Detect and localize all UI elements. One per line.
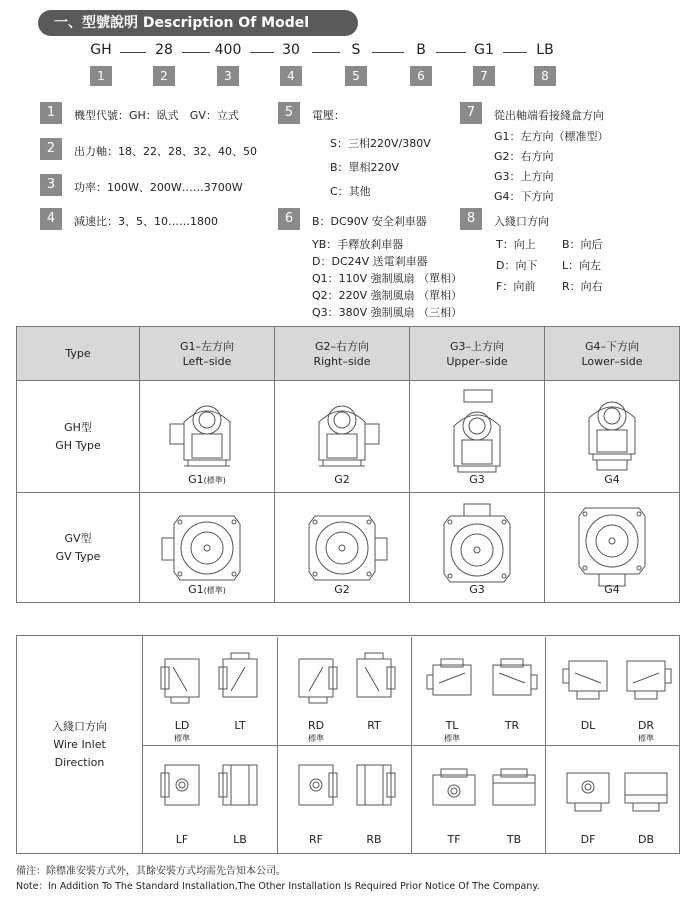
gv-g3-cell: [410, 493, 545, 603]
code-part-8: LB: [536, 42, 554, 58]
inlet-option: L：向左: [562, 259, 602, 272]
wire-inlet-svg: [143, 637, 679, 853]
brake-option: D：DC24V 送電剎車器: [312, 255, 428, 268]
table-row: [17, 381, 680, 493]
wire-std-dr: 標準: [638, 733, 654, 743]
code-number-3: 3: [217, 66, 239, 86]
code-dash: [503, 52, 527, 53]
wire-std-rd: 標準: [308, 733, 324, 743]
wire-std-tl: 標準: [444, 733, 460, 743]
brake-option: Q2：220V 強制風扇 （單相）: [312, 289, 463, 302]
wire-label-rf: RF: [309, 832, 323, 846]
gv-g3-caption: G3: [469, 582, 485, 596]
gh-g2-cell: [275, 381, 410, 493]
code-dash: [120, 52, 146, 53]
wire-label-lf: LF: [175, 832, 189, 846]
voltage-option: S：三相220V/380V: [330, 137, 431, 150]
code-dash: [312, 52, 340, 53]
model-code-row: [0, 42, 690, 62]
code-dash: [372, 52, 404, 53]
section-title: 一、型號說明 Description Of Model: [38, 10, 358, 36]
wire-label-dl: DL: [580, 718, 596, 732]
section-ratio: 減速比：3、5、10……1800: [74, 215, 218, 228]
section-model-type: 機型代號：GH：臥式 GV：立式: [74, 109, 239, 122]
code-part-2: 28: [155, 42, 173, 58]
section-power: 功率：100W、200W……3700W: [74, 181, 243, 194]
voltage-option: B：單相220V: [330, 161, 400, 174]
section-badge-6: 6: [278, 208, 300, 230]
wire-label-tb: TB: [506, 832, 522, 846]
col-header-g4: G4–下方向 Lower–side: [545, 327, 680, 381]
wire-label-rb: RB: [366, 832, 382, 846]
code-number-7: 7: [473, 66, 495, 86]
terminal-option: G4：下方向: [494, 190, 554, 203]
wire-inlet-diagrams: [143, 636, 680, 854]
section-brake: B：DC90V 安全剎車器: [312, 215, 427, 228]
gv-g4-caption: G4: [604, 582, 620, 596]
wire-label-lb: LB: [233, 832, 247, 846]
note-english: Note：In Addition To The Standard Installation,The Other Installation Is Required Prior Notice Of The Company.: [16, 881, 540, 892]
inlet-option: R：向右: [562, 280, 603, 293]
code-number-1: 1: [90, 66, 112, 86]
col-header-g3: G3–上方向 Upper–side: [410, 327, 545, 381]
code-number-2: 2: [153, 66, 175, 86]
inlet-option: D：向下: [496, 259, 538, 272]
gh-g3-caption: G3: [469, 472, 485, 486]
code-number-4: 4: [280, 66, 302, 86]
section-badge-2: 2: [40, 138, 62, 160]
section-voltage: 電壓：: [312, 109, 345, 122]
gh-g4-cell: [545, 381, 680, 493]
gv-g4-cell: [545, 493, 680, 603]
code-part-6: B: [416, 42, 426, 58]
gv-g1-caption: G1(標準): [188, 582, 226, 596]
wire-std-ld: 標準: [174, 733, 190, 743]
code-part-1: GH: [90, 42, 112, 58]
section-badge-3: 3: [40, 174, 62, 196]
code-part-4: 30: [282, 42, 300, 58]
code-part-5: S: [351, 42, 361, 58]
wire-inlet-label: 入綫口方向 Wire Inlet Direction: [17, 636, 143, 854]
table-row: [17, 493, 680, 603]
wire-label-ld: LD: [174, 718, 190, 732]
row-label-gh: GH型 GH Type: [17, 381, 140, 493]
col-header-g2: G2–右方向 Right–side: [275, 327, 410, 381]
mounting-table: [16, 326, 680, 603]
gv-g1-cell: [140, 493, 275, 603]
gh-g2-caption: G2: [334, 472, 350, 486]
col-header-g1: G1–左方向 Left–side: [140, 327, 275, 381]
wire-label-tf: TF: [447, 832, 461, 846]
section-badge-5: 5: [278, 102, 300, 124]
section-wire-inlet: 入綫口方向: [494, 215, 549, 228]
inlet-option: F：向前: [496, 280, 536, 293]
gh-g1-caption: G1(標準): [188, 472, 226, 486]
wire-label-tl: TL: [445, 718, 459, 732]
section-terminal-box: 從出軸端看接綫盒方向: [494, 109, 604, 122]
section-badge-8: 8: [460, 208, 482, 230]
code-part-7: G1: [474, 42, 494, 58]
code-dash: [250, 52, 274, 53]
code-dash: [436, 52, 466, 53]
wire-label-rd: RD: [307, 718, 325, 732]
gh-g3-cell: [410, 381, 545, 493]
section-output-shaft: 出力軸：18、22、28、32、40、50: [74, 145, 257, 158]
terminal-option: G1：左方向（標准型）: [494, 130, 609, 143]
row-label-gv: GV型 GV Type: [17, 493, 140, 603]
type-header: Type: [17, 327, 140, 381]
wire-label-tr: TR: [504, 718, 520, 732]
inlet-option: T：向上: [496, 238, 536, 251]
section-badge-7: 7: [460, 102, 482, 124]
terminal-option: G2：右方向: [494, 150, 554, 163]
gh-g4-caption: G4: [604, 472, 620, 486]
code-number-8: 8: [534, 66, 556, 86]
wire-label-lt: LT: [234, 718, 246, 732]
gv-g2-cell: [275, 493, 410, 603]
wire-inlet-table: [16, 635, 680, 854]
code-part-3: 400: [214, 42, 242, 58]
section-badge-1: 1: [40, 102, 62, 124]
gh-g1-cell: [140, 381, 275, 493]
code-number-6: 6: [410, 66, 432, 86]
wire-label-df: DF: [580, 832, 596, 846]
inlet-option: B：向后: [562, 238, 603, 251]
wire-label-db: DB: [637, 832, 655, 846]
brake-option: Q3：380V 強制風扇 （三相）: [312, 306, 463, 319]
gv-g2-caption: G2: [334, 582, 350, 596]
wire-label-dr: DR: [637, 718, 655, 732]
code-number-5: 5: [345, 66, 367, 86]
note-chinese: 備注：除標准安裝方式外，其餘安裝方式均需先告知本公司。: [16, 866, 286, 877]
wire-label-rt: RT: [367, 718, 381, 732]
brake-option: Q1：110V 強制風扇 （單相）: [312, 272, 463, 285]
section-badge-4: 4: [40, 208, 62, 230]
terminal-option: G3：上方向: [494, 170, 554, 183]
code-dash: [182, 52, 210, 53]
voltage-option: C：其他: [330, 185, 371, 198]
brake-option: YB：手釋放剎車器: [312, 238, 404, 251]
